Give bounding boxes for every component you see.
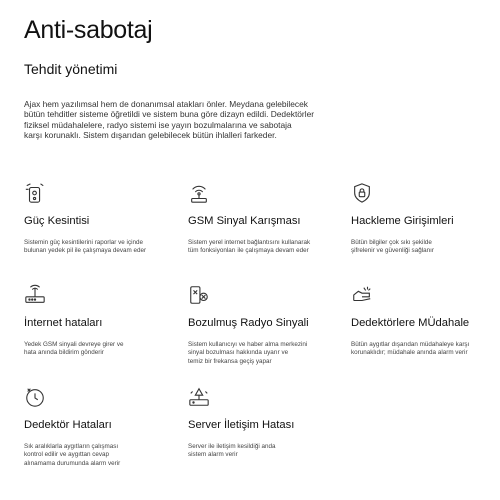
- feature-title: İnternet hataları: [24, 317, 103, 329]
- feature-title: GSM Sinyal Karışması: [188, 215, 301, 227]
- feature-description-line: Server ile iletişim kesildiği anda: [188, 443, 276, 450]
- feature-description-line: hata anında bildirim gönderir: [24, 349, 104, 357]
- phone-jam-icon: [188, 284, 208, 306]
- feature-description: [24, 239, 146, 256]
- feature-description: [24, 443, 120, 468]
- intro-line: fiziksel müdahalelere, radyo sistemi ise yayın bozulmalarına ve sabotaja: [24, 119, 292, 130]
- page-subtitle: Tehdit yönetimi: [24, 61, 118, 77]
- feature-description-line: temiz bir frekansa geçiş yapar: [188, 357, 272, 365]
- antenna-signal-icon: [188, 182, 208, 204]
- feature-description-line: Bütün aygıtlar dışarıdan müdahaleye karşı: [351, 341, 470, 348]
- feature-description: [188, 443, 276, 460]
- page-title: Anti-sabotaj: [24, 16, 153, 44]
- intro-line: bütün tehditler sisteme öğretildi ve sistem buna göre dizayn edildi. Dedektörler: [24, 109, 315, 120]
- feature-description: [24, 341, 124, 358]
- power-socket-icon: [24, 182, 44, 204]
- intro-line: Ajax hem yazılımsal hem de donanımsal atakları önler. Meydana gelebilecek: [24, 99, 308, 109]
- feature-title: Server İletişim Hatası: [188, 419, 295, 431]
- feature-description-line: Sık aralıklarla aygıtların çalışması: [24, 443, 119, 450]
- feature-description-line: Yedek GSM sinyali devreye girer ve: [24, 341, 124, 348]
- feature-description-line: kontrol edilir ve aygıttan cevap: [24, 451, 110, 459]
- hand-tamper-icon: [351, 284, 371, 306]
- feature-description-line: sistem alarm verir: [188, 451, 238, 459]
- feature-title: Bozulmuş Radyo Sinyali: [188, 317, 309, 329]
- feature-description-line: tüm fonksiyonları ile çalışmaya devam eder: [188, 247, 309, 255]
- feature-description-line: Sistem yerel internet bağlantısını kullanarak: [188, 239, 311, 246]
- feature-description-line: Sistemin güç kesintilerini raporlar ve içinde: [24, 239, 143, 246]
- server-cloud-icon: [188, 386, 208, 408]
- feature-description: [351, 239, 434, 256]
- feature-description-line: sinyal bozulması hakkında uyarır ve: [188, 349, 289, 357]
- detector-clock-icon: [24, 386, 44, 408]
- feature-description-line: bulunan yedek pil ile çalışmaya devam eder: [24, 247, 147, 255]
- feature-description-line: şifrelenir ve güvenliği sağlanır: [351, 247, 434, 255]
- feature-description: [188, 341, 307, 366]
- feature-title: Dedektör Hataları: [24, 419, 112, 431]
- feature-title: Hackleme Girişimleri: [351, 215, 454, 227]
- feature-title: Güç Kesintisi: [24, 215, 90, 227]
- feature-description-line: Bütün bilgiler çok sıkı şekilde: [351, 239, 432, 246]
- feature-description-line: korunaklıdır; müdahale anında alarm verir: [351, 349, 468, 357]
- intro-line: karşı korunaklı. Sistem dışarıdan gelebilecek bütün ihlalleri farkeder.: [24, 129, 277, 140]
- feature-description-line: Sistem kullanıcıyı ve haber alma merkezini: [188, 341, 308, 348]
- feature-description: [188, 239, 310, 256]
- router-icon: [24, 284, 44, 306]
- shield-lock-icon: [351, 182, 371, 204]
- feature-description: [351, 341, 469, 358]
- feature-title: Dedektörlere MÜdahale: [351, 317, 470, 329]
- intro-paragraph: [24, 99, 344, 140]
- feature-description-line: alınamama durumunda alarm verir: [24, 459, 121, 467]
